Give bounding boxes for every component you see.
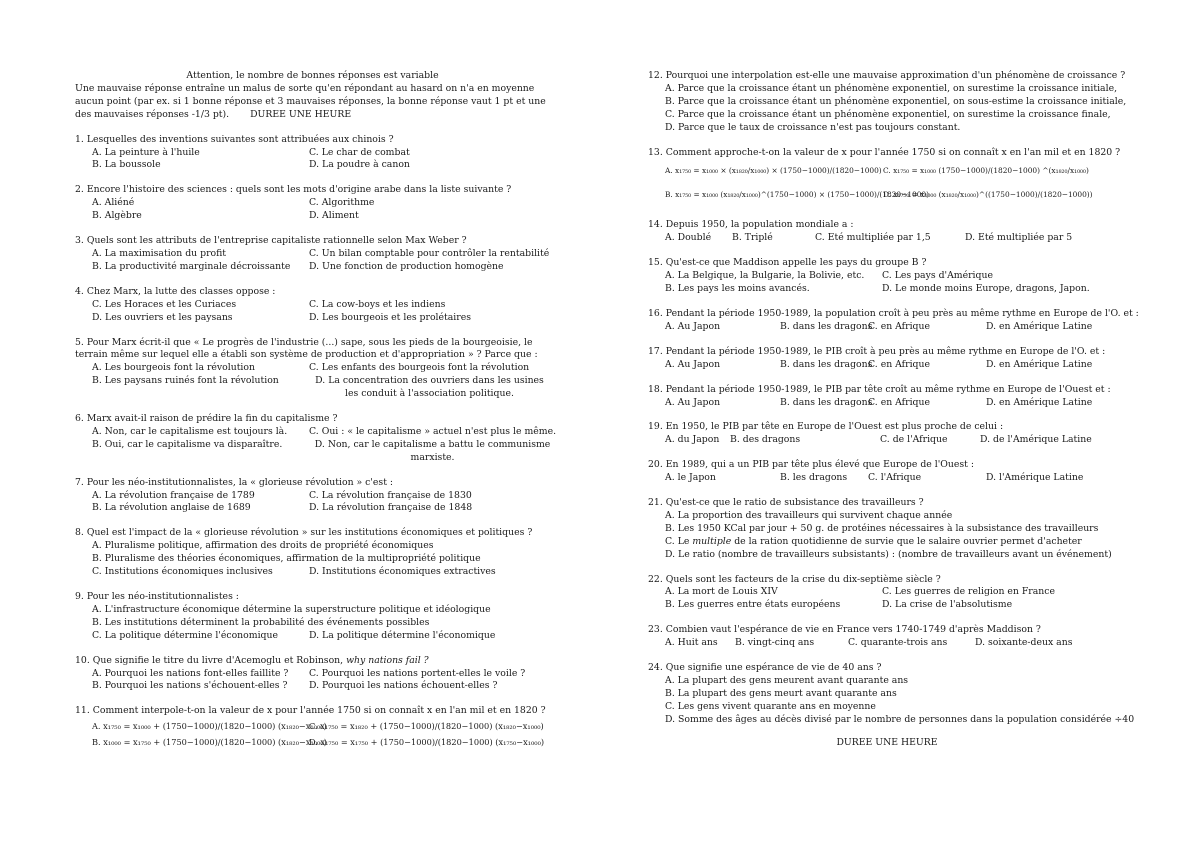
option-d: D. La politique détermine l'économique xyxy=(309,629,496,641)
option-b: B. Pluralisme des théories économiques, affirmation de la multipropriété politique xyxy=(92,553,481,565)
question-text-main: 10. Que signifie le titre du livre d'Acemoglu et Robinson, xyxy=(75,654,347,666)
option-b: B. Pourquoi les nations s'échouent-elles ? xyxy=(92,680,288,692)
option-b: B. La plupart des gens meurt avant quarante ans xyxy=(665,687,897,699)
question-text: 16. Pendant la période 1950-1989, la population croît à peu près au même rythme en Europe de l'O. et : xyxy=(648,307,1139,319)
option-b: B. Parce que la croissance étant un phénomène exponentiel, on sous-estime la croissance initiale, xyxy=(665,95,1127,107)
option-c: C. Algorithme xyxy=(309,197,375,209)
instructions-malus: des mauvaises réponses -1/3 pt). xyxy=(75,108,230,120)
option-b: B. des dragons xyxy=(730,434,801,446)
option-a: A. Huit ans xyxy=(665,637,718,649)
option-d: D. Le ratio (nombre de travailleurs subsistants) : (nombre de travailleurs avant un événement) xyxy=(665,548,1112,560)
option-a: A. La peinture à l'huile xyxy=(92,146,200,158)
option-d: D. Pourquoi les nations échouent-elles ? xyxy=(309,680,498,692)
question-text-1: 5. Pour Marx écrit-il que « Le progrès de l'industrie (...) sape, sous les pieds de la bourgeoisie, le xyxy=(75,336,533,348)
option-b: B. Triplé xyxy=(732,232,773,244)
question-18 xyxy=(648,384,1126,410)
math-option-b: B. x₁₇₅₀ = x₁₀₀₀ (x₁₈₂₀/x₁₀₀₀)^(1750−1000) × (1750−1000)/(1820−1000) xyxy=(665,189,930,199)
option-c: C. Parce que la croissance étant un phénomène exponentiel, on surestime la croissance finale, xyxy=(665,108,1111,120)
question-text: 8. Quel est l'impact de la « glorieuse révolution » sur les institutions économiques et politiques ? xyxy=(75,527,533,539)
question-17 xyxy=(648,346,1126,372)
question-text: 18. Pendant la période 1950-1989, le PIB par tête croît au même rythme en Europe de l'Ouest et : xyxy=(648,383,1111,395)
question-text: 19. En 1950, le PIB par tête en Europe de l'Ouest est plus proche de celui : xyxy=(648,421,1004,433)
option-c: C. Les pays d'Amérique xyxy=(882,270,993,282)
question-text: 17. Pendant la période 1950-1989, le PIB croît à peu près au même rythme en Europe de l'O. et : xyxy=(648,345,1106,357)
option-d: D. La concentration des ouvriers dans les usines les conduit à l'association politique. xyxy=(315,375,544,400)
math-option-b: B. x₁₀₀₀ = x₁₇₅₀ + (1750−1000)/(1820−1000) (x₁₈₂₀−x₁₀₀₀) xyxy=(92,736,327,747)
option-d: D. de l'Amérique Latine xyxy=(980,434,1092,446)
question-6 xyxy=(75,413,557,465)
option-d: D. Aliment xyxy=(309,210,359,222)
question-text-2: terrain même sur lequel elle a établi son système de production et d'appropriation » ? Parce que : xyxy=(75,349,538,361)
option-b: B. Les paysans ruinés font la révolution xyxy=(92,375,279,387)
option-d: D. La crise de l'absolutisme xyxy=(882,599,1013,611)
option-c-prefix: C. Le xyxy=(665,535,693,547)
left-column xyxy=(75,70,557,750)
duration-footer: DUREE UNE HEURE xyxy=(836,736,938,748)
option-b: B. Les 1950 KCal par jour + 50 g. de protéines nécessaires à la subsistance des travailleurs xyxy=(665,522,1099,534)
question-text: 23. Combien vaut l'espérance de vie en France vers 1740-1749 d'après Maddison ? xyxy=(648,624,1041,636)
question-5 xyxy=(75,337,550,402)
question-7 xyxy=(75,477,550,516)
instructions-line-3 xyxy=(75,109,550,122)
math-option-d: D. x₁₇₅₀ = x₁₇₅₀ + (1750−1000)/(1820−1000) (x₁₇₅₀−x₁₀₀₀) xyxy=(309,736,545,747)
option-c: C. en Afrique xyxy=(868,320,930,332)
question-3 xyxy=(75,235,550,274)
option-b: B. La productivité marginale décroissante xyxy=(92,260,291,272)
option-c: C. Institutions économiques inclusives xyxy=(92,566,273,578)
option-a: A. Doublé xyxy=(665,232,712,244)
option-b: B. Algèbre xyxy=(92,210,142,222)
option-b: D. Les ouvriers et les paysans xyxy=(92,311,233,323)
option-c: C. La révolution française de 1830 xyxy=(309,489,472,501)
option-b: B. Oui, car le capitalisme va disparaître. xyxy=(92,438,283,450)
option-c: C. Les enfants des bourgeois font la révolution xyxy=(309,362,530,374)
question-24 xyxy=(648,662,1135,727)
question-14 xyxy=(648,219,1126,245)
option-c: C. Les gens vivent quarante ans en moyenne xyxy=(665,700,876,712)
option-c: C. en Afrique xyxy=(868,396,930,408)
option-a: A. Au Japon xyxy=(665,396,721,408)
option-c: C. La politique détermine l'économique xyxy=(92,629,278,641)
question-23 xyxy=(648,624,1126,650)
option-a: A. La Belgique, la Bulgarie, la Bolivie, etc. xyxy=(665,270,865,282)
option-d: D. Les bourgeois et les prolétaires xyxy=(309,311,471,323)
option-c-emphasis: multiple xyxy=(692,535,732,547)
option-d: D. en Amérique Latine xyxy=(986,358,1093,370)
option-b: B. les dragons xyxy=(780,472,848,484)
option-b: B. dans les dragons xyxy=(780,396,873,408)
option-c: C. Un bilan comptable pour contrôler la rentabilité xyxy=(309,247,550,259)
option-b: B. dans les dragons xyxy=(780,358,873,370)
question-text: 3. Quels sont les attributs de l'entreprise capitaliste rationnelle selon Max Weber ? xyxy=(75,235,467,247)
option-c: C. Pourquoi les nations portent-elles le voile ? xyxy=(309,667,526,679)
question-text: 4. Chez Marx, la lutte des classes oppose : xyxy=(75,285,276,297)
math-option-d: D. x₁₇₅₀ = x₁₀₀₀ (x₁₈₂₀/x₁₀₀₀)^((1750−1000)/(1820−1000)) xyxy=(883,189,1093,199)
option-c: C. de l'Afrique xyxy=(880,434,948,446)
question-text: 20. En 1989, qui a un PIB par tête plus élevé que Europe de l'Ouest : xyxy=(648,459,974,471)
question-text: 12. Pourquoi une interpolation est-elle une mauvaise approximation d'un phénomène de croissance ? xyxy=(648,70,1126,81)
option-d: D. soixante-deux ans xyxy=(975,637,1073,649)
option-a: A. Aliéné xyxy=(92,197,135,209)
option-b: B. La boussole xyxy=(92,159,161,171)
option-c: C. La cow-boys et les indiens xyxy=(309,298,446,310)
option-c: C. Les guerres de religion en France xyxy=(882,586,1055,598)
question-text: 15. Qu'est-ce que Maddison appelle les pays du groupe B ? xyxy=(648,257,927,269)
option-c: C. l'Afrique xyxy=(868,472,922,484)
question-12 xyxy=(648,70,1126,135)
option-d: D. Non, car le capitalisme a battu le communisme marxiste. xyxy=(314,438,551,463)
question-8 xyxy=(75,527,550,579)
option-b: B. La révolution anglaise de 1689 xyxy=(92,502,251,514)
option-c xyxy=(665,536,1126,549)
question-text: 24. Que signifie une espérance de vie de 40 ans ? xyxy=(648,662,882,674)
option-d: D. en Amérique Latine xyxy=(986,320,1093,332)
math-option-c: C. x₁₇₅₀ = x₁₈₂₀ + (1750−1000)/(1820−1000) (x₁₈₂₀−x₁₀₀₀) xyxy=(309,720,544,731)
option-a: A. Non, car le capitalisme est toujours là. xyxy=(92,425,288,437)
option-a: A. Pourquoi les nations font-elles faillite ? xyxy=(92,667,289,679)
option-d: D. Parce que le taux de croissance n'est pas toujours constant. xyxy=(665,121,961,133)
option-b: B. dans les dragons xyxy=(780,320,873,332)
book-title: why nations fail ? xyxy=(346,654,429,666)
question-text: 21. Qu'est-ce que le ratio de subsistance des travailleurs ? xyxy=(648,497,924,509)
question-text: 13. Comment approche-t-on la valeur de x pour l'année 1750 si on connaît x en l'an mil et en 1820 ? xyxy=(648,146,1121,158)
question-20 xyxy=(648,459,1126,485)
duration-header: DUREE UNE HEURE xyxy=(250,108,352,120)
option-a: A. La maximisation du profit xyxy=(92,247,227,259)
option-a: A. La plupart des gens meurent avant quarante ans xyxy=(665,675,909,686)
question-22 xyxy=(648,574,1126,613)
question-text xyxy=(75,655,550,668)
question-19 xyxy=(648,421,1126,447)
question-text: 14. Depuis 1950, la population mondiale a : xyxy=(648,219,854,231)
question-text: 2. Encore l'histoire des sciences : quels sont les mots d'origine arabe dans la liste suivante ? xyxy=(75,184,512,196)
math-option-a: A. x₁₇₅₀ = x₁₀₀₀ × (x₁₈₂₀/x₁₀₀₀) × (1750−1000)/(1820−1000) xyxy=(665,165,882,175)
option-a: A. Au Japon xyxy=(665,320,721,332)
question-2 xyxy=(75,184,550,223)
math-option-c: C. x₁₇₅₀ = x₁₀₀₀ (1750−1000)/(1820−1000) ^(x₁₈₂₀/x₁₀₀₀) xyxy=(883,165,1089,175)
question-text: 6. Marx avait-il raison de prédire la fin du capitalisme ? xyxy=(75,413,338,425)
option-b: B. Les pays les moins avancés. xyxy=(665,283,810,295)
question-16 xyxy=(648,307,1139,334)
question-15 xyxy=(648,257,1126,296)
question-4 xyxy=(75,286,550,325)
question-text: 11. Comment interpole-t-on la valeur de x pour l'année 1750 si on connaît x en l'an mil et en 1820 ? xyxy=(75,705,546,717)
option-c: C. Oui : « le capitalisme » actuel n'est plus le même. xyxy=(309,425,557,437)
option-d: D. Une fonction de production homogène xyxy=(309,260,504,272)
option-d: D. La poudre à canon xyxy=(309,159,410,171)
option-d: D. Somme des âges au décès divisé par le nombre de personnes dans la population considérée ÷40 xyxy=(665,713,1135,725)
question-text: 7. Pour les néo-institutionnalistes, la « glorieuse révolution » c'est : xyxy=(75,476,394,488)
option-a: A. L'infrastructure économique détermine la superstructure politique et idéologique xyxy=(92,603,491,615)
question-text: 9. Pour les néo-institutionnalistes : xyxy=(75,591,239,602)
question-text: 1. Lesquelles des inventions suivantes sont attribuées aux chinois ? xyxy=(75,133,394,145)
question-text: 22. Quels sont les facteurs de la crise du dix-septième siècle ? xyxy=(648,573,941,585)
option-a: C. Les Horaces et les Curiaces xyxy=(92,298,237,310)
question-11 xyxy=(75,705,550,750)
option-b: B. vingt-cinq ans xyxy=(735,637,815,649)
option-c: C. Le char de combat xyxy=(309,146,410,158)
instructions-title: Attention, le nombre de bonnes réponses est variable xyxy=(186,70,439,81)
option-d: D. en Amérique Latine xyxy=(986,396,1093,408)
option-b: B. Les institutions déterminent la probabilité des événements possibles xyxy=(92,616,430,628)
question-1 xyxy=(75,134,550,173)
question-9 xyxy=(75,591,550,643)
option-a: A. La révolution française de 1789 xyxy=(92,489,255,501)
instructions-line-1: Une mauvaise réponse entraîne un malus de sorte qu'en répondant au hasard on n'a en moyenne xyxy=(75,82,535,94)
option-a: A. le Japon xyxy=(665,472,716,484)
option-c-suffix: de la ration quotidienne de survie que le salaire ouvrier permet d'acheter xyxy=(731,535,1082,547)
option-c: C. Eté multipliée par 1,5 xyxy=(815,232,931,244)
right-column xyxy=(648,70,1139,750)
question-13 xyxy=(648,147,1126,208)
option-c: C. en Afrique xyxy=(868,358,930,370)
option-a: A. Pluralisme politique, affirmation des droits de propriété économiques xyxy=(92,540,434,552)
option-d: D. La révolution française de 1848 xyxy=(309,502,473,514)
option-d: D. l'Amérique Latine xyxy=(986,472,1084,484)
option-a: A. La proportion des travailleurs qui survivent chaque année xyxy=(665,509,953,521)
option-d: D. Eté multipliée par 5 xyxy=(965,232,1073,244)
option-d: D. Institutions économiques extractives xyxy=(309,566,496,578)
question-10 xyxy=(75,655,550,694)
option-d: D. Le monde moins Europe, dragons, Japon. xyxy=(882,283,1090,295)
option-a: A. Au Japon xyxy=(665,358,721,370)
option-a: A. Parce que la croissance étant un phénomène exponentiel, on surestime la croissance initiale, xyxy=(665,82,1118,94)
option-a: A. du Japon xyxy=(665,434,720,446)
option-a: A. La mort de Louis XIV xyxy=(665,586,778,598)
question-21 xyxy=(648,497,1126,562)
option-b: B. Les guerres entre états européens xyxy=(665,599,841,611)
option-c: C. quarante-trois ans xyxy=(848,637,948,649)
option-a: A. Les bourgeois font la révolution xyxy=(92,362,255,374)
math-option-a: A. x₁₇₅₀ = x₁₀₀₀ + (1750−1000)/(1820−1000) (x₁₈₂₀−x₁₀₀₀) xyxy=(92,720,327,731)
instructions-line-2: aucun point (par ex. si 1 bonne réponse et 3 mauvaises réponses, la bonne réponse vaut 1 pt et une xyxy=(75,95,546,107)
